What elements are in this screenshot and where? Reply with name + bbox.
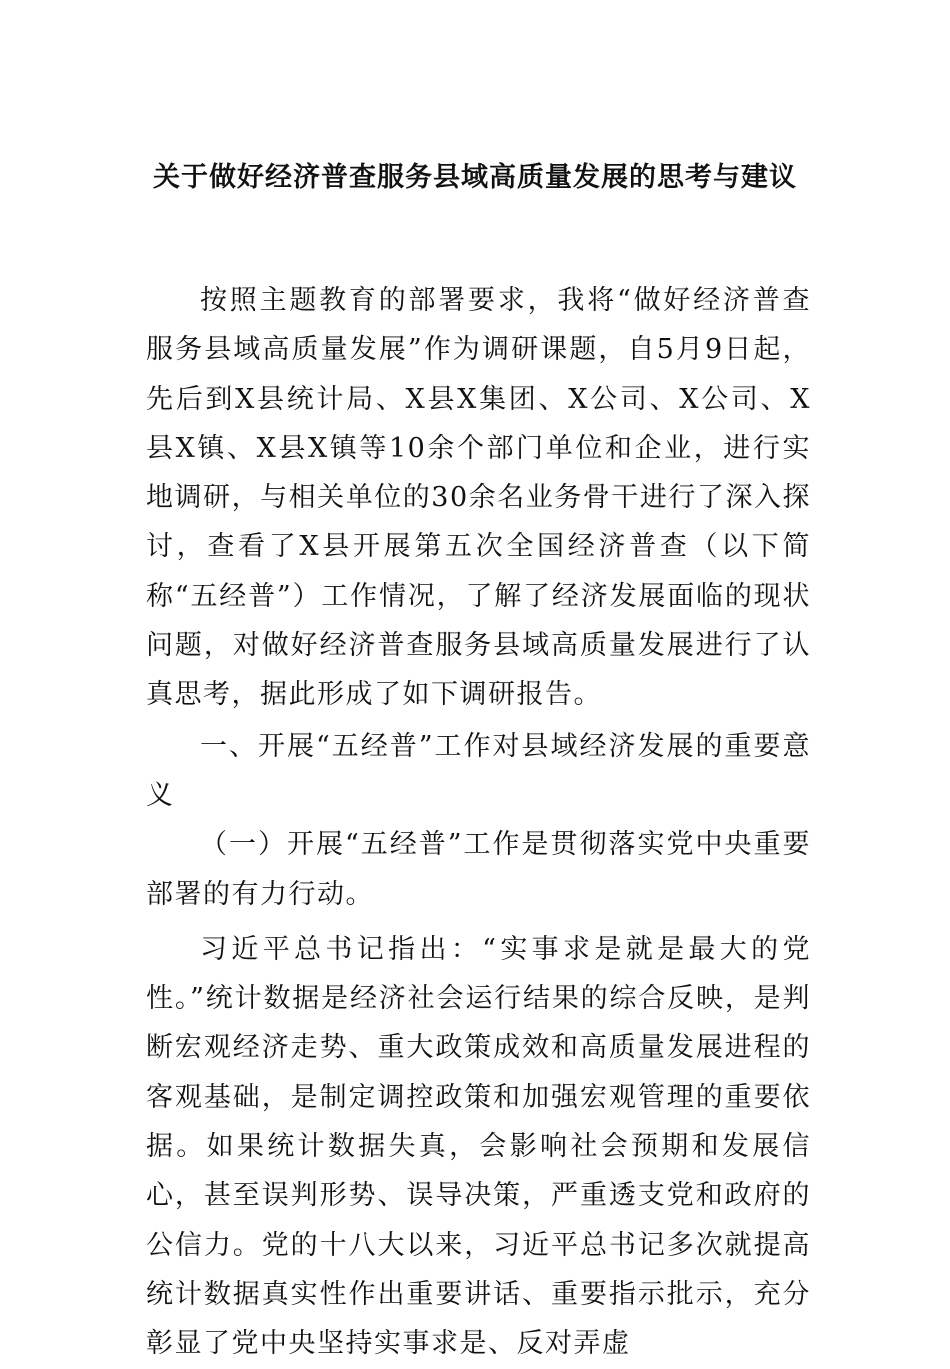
body-paragraph: 习近平总书记指出：“实事求是就是最大的党性。”统计数据是经济社会运行结果的综合反映，是判断宏观经济走势、重大政策成效和高质量发展进程的客观基础，是制定调控政策和加强宏观管理的重要依据。如果统计数据失真，会影响社会预期和发展信心，甚至误判形势、误导决策，严重透支党和政府的公信力。党的十八大以来，习近平总书记多次就提高统计数据真实性作出重要讲话、重要指示批示，充分彰显了党中央坚持实事求是、反对弄虚 [146, 933, 811, 1360]
section-heading: 一、开展“五经普”工作对县域经济发展的重要意义 [146, 730, 811, 811]
document-body [146, 276, 811, 1369]
subsection-heading: （一）开展“五经普”工作是贯彻落实党中央重要部署的有力行动。 [146, 829, 811, 910]
document-title: 关于做好经济普查服务县域高质量发展的思考与建议 [153, 162, 797, 193]
intro-paragraph: 按照主题教育的部署要求，我将“做好经济普查服务县域高质量发展”作为调研课题，自5月9日起，先后到X县统计局、X县X集团、X公司、X公司、X县X镇、X县X镇等10余个部门单位和企业，进行实地调研，与相关单位的30余名业务骨干进行了深入探讨，查看了X县开展第五次全国经济普查（以下简称“五经普”）工作情况，了解了经济发展面临的现状问题，对做好经济普查服务县域高质量发展进行了认真思考，据此形成了如下调研报告。 [146, 285, 811, 711]
